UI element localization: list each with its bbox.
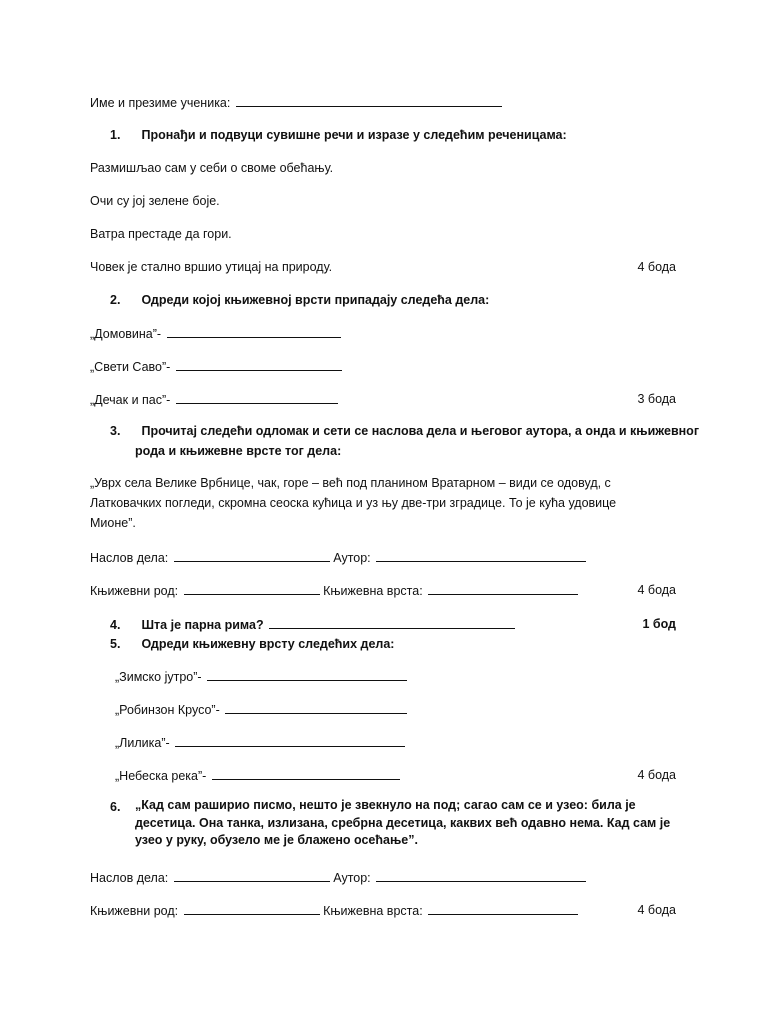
kind-field[interactable] xyxy=(428,582,578,595)
sentence: Човек је стално вршио утицај на природу. xyxy=(90,260,333,274)
question-prompt-cont: рода и књижевне врсте тог дела: xyxy=(135,444,342,458)
excerpt: „Уврх села Велике Врбнице, чак, горе – већ под планином Вратарном – види се одовуд, с Латковачких погледи, скромна сеоска кућица и уз њу две-три зградице. То је кућа удовице Мионе”. xyxy=(90,476,617,530)
question-5 xyxy=(90,636,680,652)
answer-field[interactable] xyxy=(176,391,338,404)
answer-row xyxy=(115,734,680,751)
answer-field[interactable] xyxy=(225,701,407,714)
question-number: 5. xyxy=(110,637,121,651)
question-1 xyxy=(90,127,680,143)
genre-label: Књижевни род: xyxy=(90,904,179,918)
title-label: Наслов дела: xyxy=(90,551,169,565)
answer-row xyxy=(90,325,680,342)
genre-kind-row xyxy=(90,582,680,599)
points-label: 4 бода xyxy=(637,903,676,917)
student-name-label: Име и презиме ученика: xyxy=(90,96,231,110)
title-label: Наслов дела: xyxy=(90,871,169,885)
sentence-row xyxy=(90,259,680,275)
title-field[interactable] xyxy=(174,549,330,562)
sentence: Очи су јој зелене боје. xyxy=(90,194,220,208)
points-label: 4 бода xyxy=(637,768,676,782)
author-field[interactable] xyxy=(376,549,586,562)
answer-row xyxy=(115,701,680,718)
work-title: „Дечак и пас”- xyxy=(90,393,171,407)
genre-kind-row xyxy=(90,902,680,919)
sentence: Ватра престаде да гори. xyxy=(90,227,232,241)
title-field[interactable] xyxy=(174,869,330,882)
answer-field[interactable] xyxy=(207,668,407,681)
work-title: „Лилика”- xyxy=(115,736,170,750)
genre-label: Књижевни род: xyxy=(90,584,179,598)
work-title: „Робинзон Крусо”- xyxy=(115,703,220,717)
genre-field[interactable] xyxy=(184,582,320,595)
answer-row xyxy=(90,358,680,375)
question-6-number xyxy=(90,799,120,815)
answer-row xyxy=(90,391,680,408)
author-label: Аутор: xyxy=(333,551,371,565)
kind-label: Књижевна врста: xyxy=(323,904,423,918)
work-title: „Домовина”- xyxy=(90,327,162,341)
work-title: „Небеска река”- xyxy=(115,769,207,783)
points-label: 4 бода xyxy=(637,260,676,274)
title-author-row xyxy=(90,549,680,566)
student-name-row xyxy=(90,94,680,111)
genre-field[interactable] xyxy=(184,902,320,915)
question-prompt: Одреди којој књижевној врсти припадају следећа дела: xyxy=(141,293,490,307)
work-title: „Зимско јутро”- xyxy=(115,670,202,684)
answer-field[interactable] xyxy=(212,767,400,780)
question-number: 2. xyxy=(110,293,121,307)
student-name-field[interactable] xyxy=(236,94,502,107)
answer-field[interactable] xyxy=(269,616,515,629)
question-prompt: Одреди књижевну врсту следећих дела: xyxy=(141,637,395,651)
kind-label: Књижевна врста: xyxy=(323,584,423,598)
question-number: 6. xyxy=(110,800,121,814)
question-2 xyxy=(90,292,680,308)
sentence: Размишљао сам у себи о своме обећању. xyxy=(90,161,334,175)
kind-field[interactable] xyxy=(428,902,578,915)
author-label: Аутор: xyxy=(333,871,371,885)
question-3 xyxy=(90,423,700,439)
answer-row xyxy=(115,668,680,685)
work-title: „Свети Саво”- xyxy=(90,360,171,374)
answer-row xyxy=(115,767,680,784)
answer-field[interactable] xyxy=(176,358,342,371)
question-number: 1. xyxy=(110,128,121,142)
question-number: 4. xyxy=(110,618,121,632)
points-label: 3 бода xyxy=(637,392,676,406)
excerpt: „Кад сам раширио писмо, нешто је звекнуло на под; сагао сам се и узео: била је десетица. Она танка, излизана, сребрна десетица, каквих већ одавно нема. Кад сам је узео у руку, обузело ме је блажено осећање”. xyxy=(135,798,671,847)
question-prompt: Шта је парна рима? xyxy=(141,618,264,632)
answer-field[interactable] xyxy=(175,734,405,747)
answer-field[interactable] xyxy=(167,325,341,338)
points-label: 1 бод xyxy=(642,617,676,631)
points-label: 4 бода xyxy=(637,583,676,597)
question-number: 3. xyxy=(110,424,121,438)
question-prompt: Пронађи и подвуци сувишне речи и изразе у следећим реченицама: xyxy=(141,128,567,142)
author-field[interactable] xyxy=(376,869,586,882)
question-prompt: Прочитај следећи одломак и сети се наслова дела и његовог аутора, а онда и књижевног xyxy=(141,424,700,438)
question-4 xyxy=(90,616,680,633)
title-author-row xyxy=(90,869,680,886)
